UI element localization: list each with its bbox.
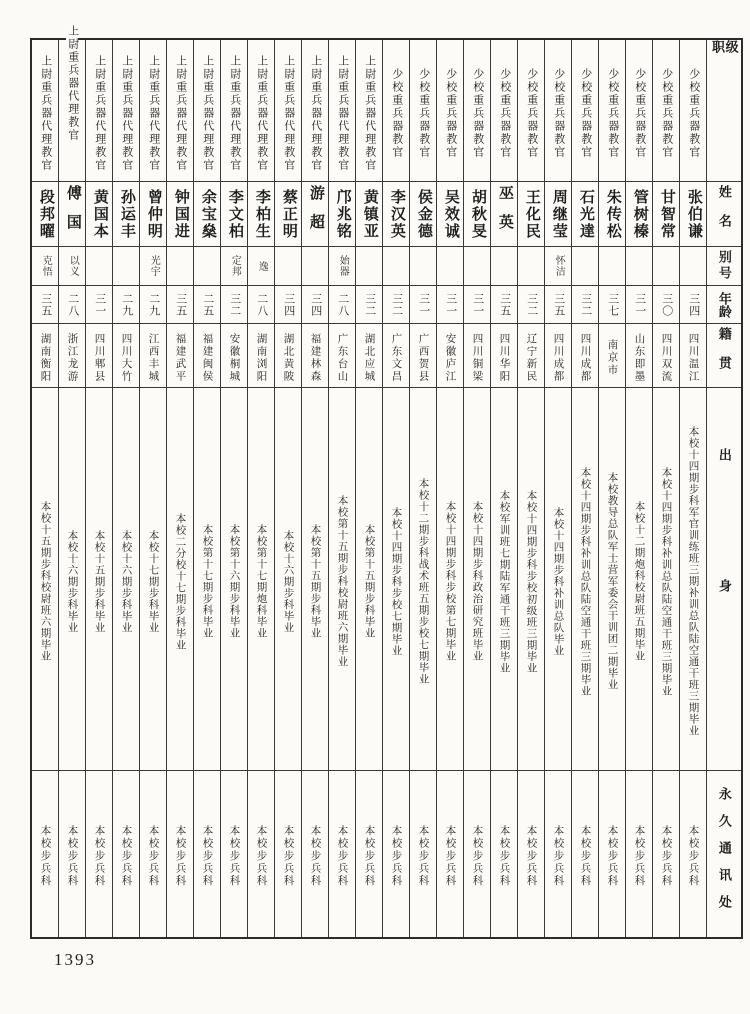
contact-cell: 本校步兵科 <box>282 825 294 888</box>
name-cell: 胡秋旻 <box>464 182 490 247</box>
native-place-cell: 广东文昌 <box>383 324 409 388</box>
rank-cell <box>59 24 85 182</box>
name-cell: 侯金德 <box>410 182 436 247</box>
native-place-cell: 四川双流 <box>653 324 679 388</box>
contact-cell: 本校步兵科 <box>120 825 132 888</box>
rank-cell: 上尉重兵器代理教官 <box>113 40 139 182</box>
age-cell: 三一 <box>626 286 652 324</box>
name-cell: 管树榛 <box>626 182 652 247</box>
age-cell: 三五 <box>167 286 193 324</box>
name-cell: 曾仲明 <box>140 182 166 247</box>
contact-cell: 本校步兵科 <box>39 825 51 888</box>
contact-cell: 本校步兵科 <box>93 825 105 888</box>
age-cell: 二五 <box>194 286 220 324</box>
age-cell: 三一 <box>464 286 490 324</box>
name-cell: 孙运丰 <box>113 182 139 247</box>
native-place-cell: 湖北黄陂 <box>275 324 301 388</box>
person-column <box>166 40 193 937</box>
alias-cell: 以义 <box>59 247 85 286</box>
background-cell: 本校十七期步科毕业 <box>140 388 166 771</box>
alias-cell: 逸 <box>248 247 274 286</box>
rank-cell: 上尉重兵器代理教官 <box>32 40 58 182</box>
native-place-cell: 广东台山 <box>329 324 355 388</box>
rank-cell: 少校重兵器教官 <box>653 40 679 182</box>
background-cell: 本校十四期步科步校初级班三期毕业 <box>518 388 544 771</box>
person-column <box>355 40 382 937</box>
person-column <box>625 40 652 937</box>
contact-cell: 本校步兵科 <box>606 825 618 888</box>
name-cell: 黄国本 <box>86 182 112 247</box>
person-column <box>139 40 166 937</box>
native-place-cell: 四川大竹 <box>113 324 139 388</box>
background-cell: 本校第十七期步科毕业 <box>194 388 220 771</box>
contact-cell: 本校步兵科 <box>228 825 240 888</box>
name-cell: 石光達 <box>572 182 598 247</box>
rank-cell: 上尉重兵器代理教官 <box>329 40 355 182</box>
rank-cell: 上尉重兵器代理教官 <box>86 40 112 182</box>
person-column <box>301 40 328 937</box>
background-cell: 本校第十五期步科毕业 <box>356 388 382 771</box>
background-cell: 本校第十五期步科校尉班六期毕业 <box>329 388 355 771</box>
person-column <box>598 40 625 937</box>
contact-cell: 本校步兵科 <box>174 825 186 888</box>
background-cell: 本校十四期步科补训总队陆空通干班三期毕业 <box>653 388 679 771</box>
age-cell: 三一 <box>437 286 463 324</box>
alias-cell <box>680 247 706 286</box>
native-place-cell: 湖北应城 <box>356 324 382 388</box>
background-cell: 本校十二期炮科校尉班五期毕业 <box>626 388 652 771</box>
background-cell: 本校十四期步科补训总队陆空通干班三期毕业 <box>572 388 598 771</box>
native-place-cell: 湖南浏阳 <box>248 324 274 388</box>
background-cell: 本校十四期步科补训总队毕业 <box>545 388 571 771</box>
name-cell: 周继莹 <box>545 182 571 247</box>
rank-cell: 少校重兵器教官 <box>545 40 571 182</box>
age-cell: 二九 <box>140 286 166 324</box>
header-rank: 级职 <box>707 40 741 182</box>
header-background: 出身 <box>707 388 741 771</box>
person-column <box>382 40 409 937</box>
person-column <box>58 24 85 937</box>
rank-cell: 少校重兵器教官 <box>599 40 625 182</box>
row-header-column <box>706 40 741 937</box>
header-age: 年龄 <box>707 286 741 324</box>
name-cell: 巫英 <box>491 182 517 247</box>
header-name: 姓名 <box>707 182 741 247</box>
background-cell: 本校十六期步科毕业 <box>113 388 139 771</box>
name-cell: 傅国 <box>59 182 85 247</box>
rank-cell: 上尉重兵器代理教官 <box>167 40 193 182</box>
rank-cell: 上尉重兵器代理教官 <box>194 40 220 182</box>
alias-cell <box>356 247 382 286</box>
person-column <box>85 40 112 937</box>
age-cell: 二八 <box>329 286 355 324</box>
name-cell: 吴效诚 <box>437 182 463 247</box>
native-place-cell: 浙江龙游 <box>59 324 85 388</box>
background-cell: 本校十六期步科毕业 <box>59 388 85 771</box>
background-cell: 本校十五期步科校尉班六期毕业 <box>32 388 58 771</box>
native-place-cell: 四川成都 <box>545 324 571 388</box>
native-place-cell: 辽宁新民 <box>518 324 544 388</box>
contact-cell: 本校步兵科 <box>525 825 537 888</box>
age-cell: 三二 <box>572 286 598 324</box>
alias-cell <box>167 247 193 286</box>
rank-cell: 少校重兵器教官 <box>626 40 652 182</box>
contact-cell: 本校步兵科 <box>660 825 672 888</box>
background-cell: 本校十四期步科军官训练班三期补训总队陆空通干班三期毕业 <box>680 388 706 771</box>
age-cell: 三二 <box>356 286 382 324</box>
native-place-cell: 四川郫县 <box>86 324 112 388</box>
person-column <box>274 40 301 937</box>
table-columns <box>32 24 741 937</box>
alias-cell <box>113 247 139 286</box>
rank-cell: 上尉重兵器代理教官 <box>248 40 274 182</box>
contact-cell: 本校步兵科 <box>417 825 429 888</box>
person-column <box>490 40 517 937</box>
alias-cell <box>86 247 112 286</box>
background-cell: 本校十六期步科毕业 <box>275 388 301 771</box>
alias-cell: 光宇 <box>140 247 166 286</box>
contact-cell: 本校步兵科 <box>444 825 456 888</box>
rank-cell: 上尉重兵器代理教官 <box>356 40 382 182</box>
alias-cell: 克悟 <box>32 247 58 286</box>
native-place-cell: 广西贺县 <box>410 324 436 388</box>
name-cell: 黄镇亚 <box>356 182 382 247</box>
contact-cell: 本校步兵科 <box>390 825 402 888</box>
rank-cell: 少校重兵器教官 <box>437 40 463 182</box>
rank-cell: 少校重兵器教官 <box>518 40 544 182</box>
rank-cell: 少校重兵器教官 <box>572 40 598 182</box>
person-column <box>112 40 139 937</box>
background-cell: 本校第十七期炮科毕业 <box>248 388 274 771</box>
contact-cell: 本校步兵科 <box>336 825 348 888</box>
native-place-cell: 安徽庐江 <box>437 324 463 388</box>
native-place-cell: 四川温江 <box>680 324 706 388</box>
person-column <box>544 40 571 937</box>
rank-cell: 少校重兵器教官 <box>410 40 436 182</box>
header-native-place: 籍贯 <box>707 324 741 388</box>
name-cell: 李文柏 <box>221 182 247 247</box>
person-column <box>247 40 274 937</box>
alias-cell <box>437 247 463 286</box>
age-cell: 三四 <box>680 286 706 324</box>
alias-cell <box>275 247 301 286</box>
contact-cell: 本校步兵科 <box>552 825 564 888</box>
contact-cell: 本校步兵科 <box>471 825 483 888</box>
personnel-register-table <box>30 24 743 939</box>
alias-cell: 始器 <box>329 247 355 286</box>
background-cell: 本校二分校十七期步科毕业 <box>167 388 193 771</box>
background-cell: 本校十四期步科政治研究班毕业 <box>464 388 490 771</box>
header-alias: 别号 <box>707 247 741 286</box>
person-column <box>571 40 598 937</box>
native-place-cell: 安徽桐城 <box>221 324 247 388</box>
rank-cell: 少校重兵器教官 <box>383 40 409 182</box>
contact-cell: 本校步兵科 <box>201 825 213 888</box>
name-cell: 钟国进 <box>167 182 193 247</box>
age-cell: 三五 <box>491 286 517 324</box>
person-column <box>679 40 706 937</box>
person-column <box>328 40 355 937</box>
native-place-cell: 福建武平 <box>167 324 193 388</box>
age-cell: 二九 <box>113 286 139 324</box>
age-cell: 三二 <box>383 286 409 324</box>
contact-cell: 本校步兵科 <box>633 825 645 888</box>
background-cell: 本校十四期步科步校七期毕业 <box>383 388 409 771</box>
age-cell: 三二 <box>518 286 544 324</box>
rank-text-offset: 上尉重兵器代理教官 <box>66 24 79 142</box>
person-column <box>463 40 490 937</box>
native-place-cell: 四川成都 <box>572 324 598 388</box>
alias-cell <box>410 247 436 286</box>
contact-cell: 本校步兵科 <box>309 825 321 888</box>
age-cell: 三五 <box>545 286 571 324</box>
alias-cell <box>626 247 652 286</box>
background-cell: 本校第十六期步科毕业 <box>221 388 247 771</box>
alias-cell <box>302 247 328 286</box>
name-cell: 邝兆铭 <box>329 182 355 247</box>
native-place-cell: 山东即墨 <box>626 324 652 388</box>
alias-cell <box>383 247 409 286</box>
person-column <box>193 40 220 937</box>
contact-cell: 本校步兵科 <box>255 825 267 888</box>
native-place-cell: 福建林森 <box>302 324 328 388</box>
rank-cell: 少校重兵器教官 <box>680 40 706 182</box>
name-cell: 游超 <box>302 182 328 247</box>
native-place-cell: 四川华阳 <box>491 324 517 388</box>
contact-cell: 本校步兵科 <box>579 825 591 888</box>
rank-cell: 上尉重兵器代理教官 <box>302 40 328 182</box>
native-place-cell: 福建闽侯 <box>194 324 220 388</box>
rank-cell: 上尉重兵器代理教官 <box>221 40 247 182</box>
page-number: 1393 <box>54 950 96 969</box>
age-cell: 三四 <box>275 286 301 324</box>
name-cell: 张伯谦 <box>680 182 706 247</box>
person-column <box>517 40 544 937</box>
header-contact: 永久通讯处 <box>716 786 732 922</box>
rank-cell: 上尉重兵器代理教官 <box>275 40 301 182</box>
name-cell: 甘智常 <box>653 182 679 247</box>
age-cell: 三七 <box>599 286 625 324</box>
name-cell: 朱传松 <box>599 182 625 247</box>
native-place-cell: 四川铜梁 <box>464 324 490 388</box>
name-cell: 余宝燊 <box>194 182 220 247</box>
alias-cell <box>518 247 544 286</box>
age-cell: 三〇 <box>653 286 679 324</box>
background-cell: 本校十四期步科步校第七期毕业 <box>437 388 463 771</box>
native-place-cell: 南京市 <box>599 324 625 388</box>
name-cell: 王化民 <box>518 182 544 247</box>
rank-cell: 少校重兵器教官 <box>464 40 490 182</box>
contact-cell: 本校步兵科 <box>147 825 159 888</box>
alias-cell <box>599 247 625 286</box>
age-cell: 三一 <box>86 286 112 324</box>
age-cell: 三二 <box>221 286 247 324</box>
background-cell: 本校十五期步科毕业 <box>86 388 112 771</box>
alias-cell <box>194 247 220 286</box>
alias-cell <box>491 247 517 286</box>
background-cell: 本校十二期步科战术班五期步校七期毕业 <box>410 388 436 771</box>
person-column <box>436 40 463 937</box>
contact-cell: 本校步兵科 <box>687 825 699 888</box>
age-cell: 三四 <box>302 286 328 324</box>
name-cell: 李汉英 <box>383 182 409 247</box>
background-cell: 本校教导总队军士营军委会干训团二期毕业 <box>599 388 625 771</box>
person-column <box>652 40 679 937</box>
rank-cell: 上尉重兵器代理教官 <box>140 40 166 182</box>
native-place-cell: 湖南衡阳 <box>32 324 58 388</box>
age-cell: 二八 <box>248 286 274 324</box>
name-cell: 李柏生 <box>248 182 274 247</box>
name-cell: 蔡正明 <box>275 182 301 247</box>
alias-cell <box>464 247 490 286</box>
contact-cell: 本校步兵科 <box>66 825 78 888</box>
background-cell: 本校第十五期步科毕业 <box>302 388 328 771</box>
name-cell: 段邦曜 <box>32 182 58 247</box>
background-cell: 本校军训班七期陆军通干班三期毕业 <box>491 388 517 771</box>
person-column <box>32 40 58 937</box>
age-cell: 三一 <box>410 286 436 324</box>
person-column <box>409 40 436 937</box>
person-column <box>220 40 247 937</box>
age-cell: 二八 <box>59 286 85 324</box>
alias-cell <box>653 247 679 286</box>
alias-cell <box>572 247 598 286</box>
alias-cell: 定邦 <box>221 247 247 286</box>
contact-cell: 本校步兵科 <box>498 825 510 888</box>
contact-cell: 本校步兵科 <box>363 825 375 888</box>
alias-cell: 怀洁 <box>545 247 571 286</box>
age-cell: 三五 <box>32 286 58 324</box>
rank-cell: 少校重兵器教官 <box>491 40 517 182</box>
native-place-cell: 江西丰城 <box>140 324 166 388</box>
